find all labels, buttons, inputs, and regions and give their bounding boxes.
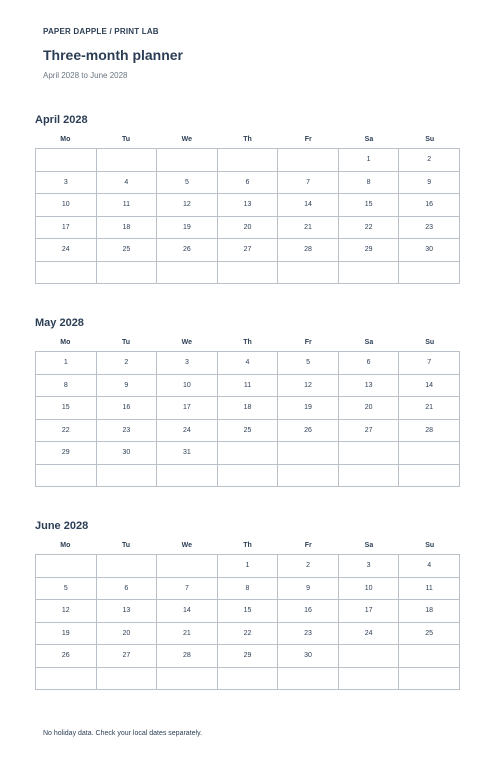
week-row [36,645,460,668]
day-cell: 13 [96,600,157,623]
day-cell: 30 [399,239,460,262]
day-cell: 24 [36,239,97,262]
weekday-label: Tu [122,136,131,143]
day-cell: 19 [278,397,339,420]
calendar-grid [35,148,460,284]
day-cell: 29 [36,442,97,465]
empty-day-cell [217,442,278,465]
day-cell: 5 [278,352,339,375]
weekday-label: Sa [364,136,374,143]
day-cell: 21 [399,397,460,420]
day-cell: 2 [399,149,460,172]
day-cell: 21 [157,622,218,645]
brand-label: PAPER DAPPLE / PRINT LAB [43,27,159,36]
day-cell: 29 [217,645,278,668]
day-cell: 28 [278,239,339,262]
weekday-label: Th [243,136,252,143]
weekday-label: Mo [60,339,71,346]
day-cell: 10 [157,374,218,397]
day-cell: 17 [157,397,218,420]
weekday-label: We [181,136,192,143]
day-cell: 3 [157,352,218,375]
day-cell: 25 [399,622,460,645]
weekday-label: Su [425,339,435,346]
day-cell: 27 [338,419,399,442]
week-row [36,216,460,239]
week-row [36,555,460,578]
month-title: April 2028 [35,114,88,126]
empty-day-cell [278,149,339,172]
empty-day-cell [338,645,399,668]
empty-day-cell [217,464,278,487]
week-row [36,194,460,217]
holiday-note: No holiday data. Check your local dates separately. [43,730,203,737]
empty-day-cell [157,464,218,487]
day-cell: 3 [338,555,399,578]
day-cell: 15 [36,397,97,420]
day-cell: 8 [338,171,399,194]
day-cell: 13 [338,374,399,397]
day-cell: 21 [278,216,339,239]
day-cell: 17 [36,216,97,239]
week-row [36,622,460,645]
day-cell: 16 [399,194,460,217]
empty-day-cell [338,464,399,487]
day-cell: 20 [96,622,157,645]
day-cell: 31 [157,442,218,465]
day-cell: 30 [278,645,339,668]
day-cell: 25 [96,239,157,262]
day-cell: 4 [96,171,157,194]
weekday-label: Sa [364,542,374,549]
week-row [36,239,460,262]
day-cell: 11 [217,374,278,397]
weekday-label: Mo [60,542,71,549]
empty-day-cell [278,464,339,487]
day-cell: 9 [96,374,157,397]
day-cell: 8 [217,577,278,600]
day-cell: 28 [399,419,460,442]
day-cell: 6 [338,352,399,375]
weekday-label: Th [243,339,252,346]
day-cell: 10 [338,577,399,600]
page-title: Three-month planner [43,47,184,63]
empty-day-cell [96,555,157,578]
day-cell: 14 [278,194,339,217]
weekday-label: Tu [122,339,131,346]
week-row [36,419,460,442]
week-row [36,261,460,284]
calendar-grid [35,351,460,487]
day-cell: 14 [157,600,218,623]
empty-day-cell [399,261,460,284]
empty-day-cell [96,149,157,172]
day-cell: 18 [217,397,278,420]
day-cell: 27 [217,239,278,262]
day-cell: 24 [338,622,399,645]
empty-day-cell [399,645,460,668]
week-row [36,374,460,397]
week-row [36,464,460,487]
week-row [36,352,460,375]
day-cell: 10 [36,194,97,217]
week-row [36,171,460,194]
day-cell: 7 [278,171,339,194]
day-cell: 22 [217,622,278,645]
day-cell: 26 [36,645,97,668]
week-row [36,397,460,420]
day-cell: 11 [96,194,157,217]
weekday-header [35,540,460,551]
day-cell: 28 [157,645,218,668]
day-cell: 26 [278,419,339,442]
day-cell: 1 [217,555,278,578]
day-cell: 15 [338,194,399,217]
day-cell: 16 [96,397,157,420]
day-cell: 24 [157,419,218,442]
day-cell: 9 [399,171,460,194]
day-cell: 7 [157,577,218,600]
day-cell: 23 [96,419,157,442]
day-cell: 11 [399,577,460,600]
weekday-label: We [181,339,192,346]
empty-day-cell [96,261,157,284]
day-cell: 8 [36,374,97,397]
month-title: June 2028 [35,520,89,532]
day-cell: 9 [278,577,339,600]
weekday-label: Su [425,136,435,143]
week-row [36,149,460,172]
month-calendar [35,317,460,487]
empty-day-cell [278,667,339,690]
month-calendar [35,520,460,690]
week-row [36,577,460,600]
day-cell: 30 [96,442,157,465]
empty-day-cell [217,667,278,690]
day-cell: 4 [217,352,278,375]
calendar-grid [35,554,460,690]
day-cell: 18 [399,600,460,623]
week-row [36,442,460,465]
empty-day-cell [157,149,218,172]
day-cell: 23 [399,216,460,239]
weekday-label: Fr [304,339,312,346]
month-title: May 2028 [35,317,84,329]
weekday-label: Fr [304,542,312,549]
week-row [36,667,460,690]
day-cell: 23 [278,622,339,645]
empty-day-cell [157,261,218,284]
day-cell: 20 [217,216,278,239]
day-cell: 4 [399,555,460,578]
empty-day-cell [338,442,399,465]
weekday-header [35,337,460,348]
day-cell: 25 [217,419,278,442]
weekday-label: We [181,542,192,549]
day-cell: 19 [157,216,218,239]
day-cell: 6 [217,171,278,194]
empty-day-cell [217,149,278,172]
empty-day-cell [399,667,460,690]
empty-day-cell [96,464,157,487]
day-cell: 12 [36,600,97,623]
day-cell: 15 [217,600,278,623]
day-cell: 19 [36,622,97,645]
week-row [36,600,460,623]
empty-day-cell [157,667,218,690]
day-cell: 5 [157,171,218,194]
empty-day-cell [36,261,97,284]
date-range-subtitle: April 2028 to June 2028 [43,71,128,80]
day-cell: 1 [338,149,399,172]
day-cell: 16 [278,600,339,623]
day-cell: 2 [278,555,339,578]
weekday-label: Mo [60,136,71,143]
weekday-label: Su [425,542,435,549]
day-cell: 7 [399,352,460,375]
empty-day-cell [278,261,339,284]
weekday-label: Fr [304,136,312,143]
weekday-header [35,134,460,145]
weekday-label: Tu [122,542,131,549]
day-cell: 22 [338,216,399,239]
day-cell: 26 [157,239,218,262]
day-cell: 1 [36,352,97,375]
empty-day-cell [278,442,339,465]
day-cell: 13 [217,194,278,217]
day-cell: 5 [36,577,97,600]
day-cell: 18 [96,216,157,239]
weekday-label: Th [243,542,252,549]
empty-day-cell [157,555,218,578]
day-cell: 20 [338,397,399,420]
empty-day-cell [36,149,97,172]
empty-day-cell [96,667,157,690]
empty-day-cell [399,442,460,465]
day-cell: 14 [399,374,460,397]
empty-day-cell [338,261,399,284]
month-calendar [35,114,460,284]
empty-day-cell [36,464,97,487]
empty-day-cell [36,555,97,578]
day-cell: 22 [36,419,97,442]
empty-day-cell [338,667,399,690]
day-cell: 27 [96,645,157,668]
day-cell: 6 [96,577,157,600]
day-cell: 12 [278,374,339,397]
day-cell: 2 [96,352,157,375]
empty-day-cell [217,261,278,284]
day-cell: 3 [36,171,97,194]
empty-day-cell [36,667,97,690]
day-cell: 12 [157,194,218,217]
weekday-label: Sa [364,339,374,346]
empty-day-cell [399,464,460,487]
day-cell: 29 [338,239,399,262]
day-cell: 17 [338,600,399,623]
